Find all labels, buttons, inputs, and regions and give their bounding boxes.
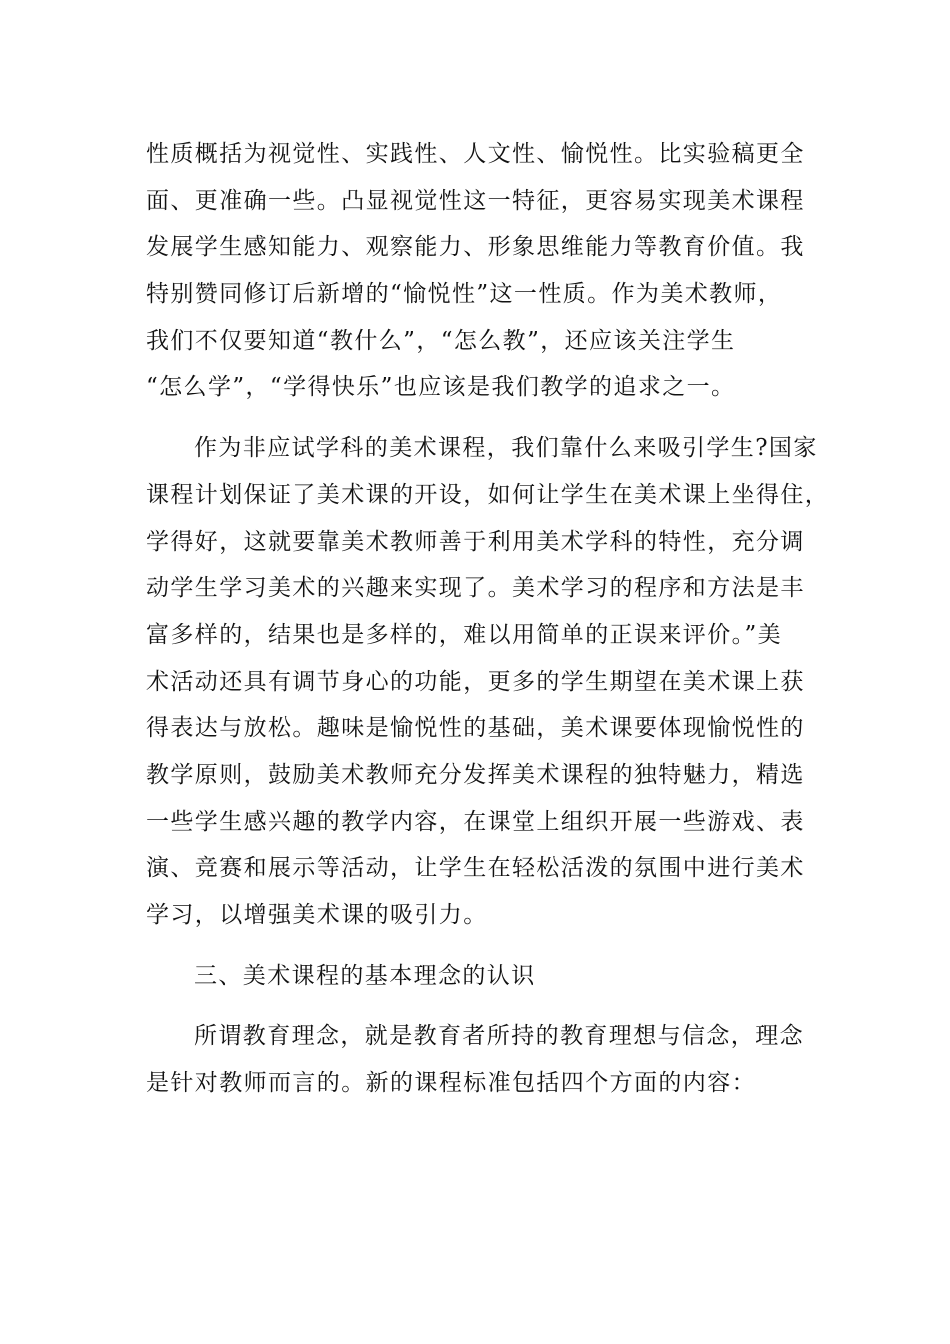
text-line: 作为非应试学科的美术课程，我们靠什么来吸引学生?国家 — [194, 435, 818, 462]
text-line: 课程计划保证了美术课的开设，如何让学生在美术课上坐得住， — [146, 481, 830, 508]
text-line: 教学原则，鼓励美术教师充分发挥美术课程的独特魅力，精选 — [146, 761, 805, 788]
text-line: 动学生学习美术的兴趣来实现了。美术学习的程序和方法是丰 — [146, 575, 805, 602]
paragraph-gap — [146, 939, 806, 953]
text-line: 性质概括为视觉性、实践性、人文性、愉悦性。比实验稿更全 — [146, 141, 805, 167]
heading-line: 三、美术课程的基本理念的认识 — [194, 962, 536, 989]
section-heading — [146, 953, 806, 1000]
text-line: 演、竞赛和展示等活动，让学生在轻松活泼的氛围中进行美术 — [146, 855, 805, 882]
text-line: 我们不仅要知道“教什么”，“怎么教”，还应该关注学生 — [146, 327, 736, 354]
text-line: 术活动还具有调节身心的功能，更多的学生期望在美术课上获 — [146, 668, 805, 695]
text-line: “怎么学”，“学得快乐”也应该是我们教学的追求之一。 — [146, 374, 736, 401]
text-line: 面、更准确一些。凸显视觉性这一特征，更容易实现美术课程 — [146, 187, 805, 214]
text-line: 富多样的，结果也是多样的，难以用简单的正误来评价。”美 — [146, 621, 783, 648]
paragraph — [146, 131, 806, 411]
text-line: 是针对教师而言的。新的课程标准包括四个方面的内容： — [146, 1070, 756, 1097]
text-line: 学得好，这就要靠美术教师善于利用美术学科的特性，充分调 — [146, 528, 805, 555]
text-line: 一些学生感兴趣的教学内容，在课堂上组织开展一些游戏、表 — [146, 808, 805, 835]
text-line: 特别赞同修订后新增的“愉悦性”这一性质。作为美术教师， — [146, 281, 783, 308]
text-line: 所谓教育理念，就是教育者所持的教育理想与信念，理念 — [194, 1023, 804, 1050]
paragraph-gap — [146, 999, 806, 1013]
text-line: 学习，以增强美术课的吸引力。 — [146, 902, 488, 928]
paragraph — [146, 1013, 806, 1106]
paragraph — [146, 425, 830, 939]
paragraph-gap — [146, 411, 806, 425]
document-body — [146, 131, 830, 1107]
text-line: 发展学生感知能力、观察能力、形象思维能力等教育价值。我 — [146, 234, 805, 261]
text-line: 得表达与放松。趣味是愉悦性的基础，美术课要体现愉悦性的 — [146, 715, 805, 742]
